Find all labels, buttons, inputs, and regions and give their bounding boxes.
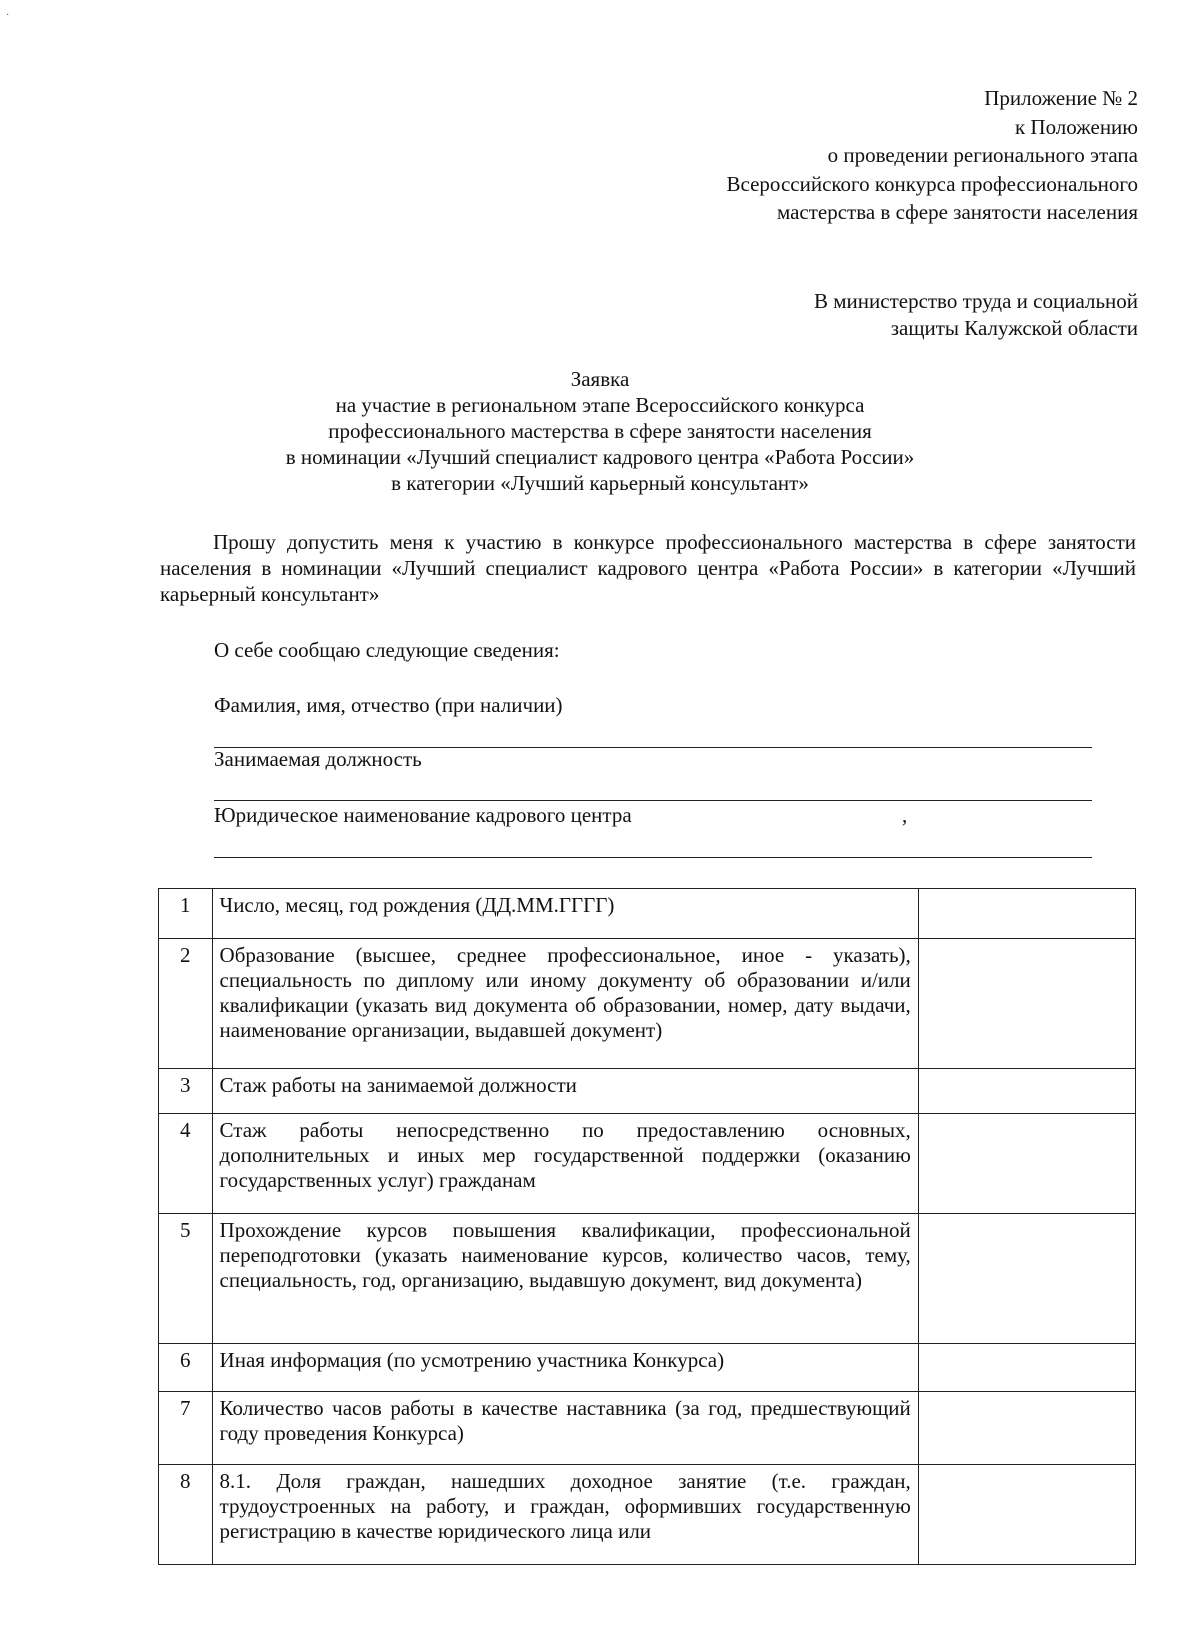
row-description: Стаж работы непосредственно по предоставлению основных, дополнительных и иных мер государственной поддержки (оказанию государственных услуг) гражданам bbox=[212, 1114, 918, 1214]
table-row bbox=[159, 1465, 1136, 1565]
row-number: 2 bbox=[159, 939, 213, 1069]
org-fill-line[interactable] bbox=[214, 857, 1092, 858]
row-value-cell[interactable] bbox=[918, 1069, 1135, 1114]
title-line: в номинации «Лучший специалист кадрового центра «Работа России» bbox=[285, 445, 915, 469]
position-label: Занимаемая должность bbox=[214, 747, 422, 771]
recipient-line: защиты Калужской области bbox=[890, 316, 1138, 340]
request-paragraph: Прошу допустить меня к участию в конкурсе профессионального мастерства в сфере занятости населения в номинации «Лучший специалист кадрового центра «Работа России» в категории «Лучший карьерный консультант» bbox=[160, 530, 1136, 606]
title-line: в категории «Лучший карьерный консультант» bbox=[391, 471, 809, 495]
row-description: Иная информация (по усмотрению участника Конкурса) bbox=[212, 1344, 918, 1392]
table-row bbox=[159, 1069, 1136, 1114]
title-line: на участие в региональном этапе Всероссийского конкурса bbox=[335, 393, 865, 417]
row-description: Стаж работы на занимаемой должности bbox=[212, 1069, 918, 1114]
appendix-line: к Положению bbox=[1014, 114, 1138, 139]
appendix-header bbox=[727, 84, 1138, 227]
appendix-line: мастерства в сфере занятости населения bbox=[776, 200, 1138, 224]
fio-label: Фамилия, имя, отчество (при наличии) bbox=[214, 693, 563, 717]
row-number: 5 bbox=[159, 1214, 213, 1344]
application-title bbox=[160, 366, 1040, 496]
appendix-line: Всероссийского конкурса профессионального bbox=[726, 171, 1138, 196]
about-self-label: О себе сообщаю следующие сведения: bbox=[214, 638, 560, 662]
row-number: 6 bbox=[159, 1344, 213, 1392]
table-row bbox=[159, 1392, 1136, 1465]
title-line: профессионального мастерства в сфере занятости населения bbox=[328, 419, 872, 443]
org-comma: , bbox=[902, 803, 908, 827]
applicant-info-table bbox=[158, 888, 1136, 1565]
recipient-block bbox=[814, 288, 1138, 342]
row-value-cell[interactable] bbox=[918, 889, 1135, 939]
org-label: Юридическое наименование кадрового центра bbox=[214, 803, 632, 827]
row-value-cell[interactable] bbox=[918, 939, 1135, 1069]
row-number: 8 bbox=[159, 1465, 213, 1565]
row-description: Число, месяц, год рождения (ДД.ММ.ГГГГ) bbox=[212, 889, 918, 939]
table-row bbox=[159, 939, 1136, 1069]
row-number: 1 bbox=[159, 889, 213, 939]
table-row bbox=[159, 889, 1136, 939]
table-row bbox=[159, 1214, 1136, 1344]
row-description: 8.1. Доля граждан, нашедших доходное занятие (т.е. граждан, трудоустроенных на работу, и граждан, оформивших государственную регистрацию в качестве юридического лица или bbox=[212, 1465, 918, 1565]
row-value-cell[interactable] bbox=[918, 1392, 1135, 1465]
row-value-cell[interactable] bbox=[918, 1114, 1135, 1214]
row-description: Прохождение курсов повышения квалификации, профессиональной переподготовки (указать наименование курсов, количество часов, тему, специальность, год, организацию, выдавшую документ, вид документа) bbox=[212, 1214, 918, 1344]
row-description: Количество часов работы в качестве наставника (за год, предшествующий году проведения Конкурса) bbox=[212, 1392, 918, 1465]
row-number: 7 bbox=[159, 1392, 213, 1465]
row-number: 4 bbox=[159, 1114, 213, 1214]
row-value-cell[interactable] bbox=[918, 1344, 1135, 1392]
row-description: Образование (высшее, среднее профессиональное, иное - указать), специальность по диплому или иному документу об образовании и/или квалификации (указать вид документа об образовании, номер, дату выдачи, наименование организации, выдавшей документ) bbox=[212, 939, 918, 1069]
title-line: Заявка bbox=[570, 367, 630, 391]
scan-speck: · bbox=[6, 10, 10, 21]
applicant-info-table-body bbox=[159, 889, 1136, 1565]
table-row bbox=[159, 1344, 1136, 1392]
position-fill-line[interactable] bbox=[214, 800, 1092, 801]
table-row bbox=[159, 1114, 1136, 1214]
appendix-line: о проведении регионального этапа bbox=[827, 143, 1138, 167]
recipient-line: В министерство труда и социальной bbox=[813, 289, 1138, 313]
row-value-cell[interactable] bbox=[918, 1465, 1135, 1565]
row-value-cell[interactable] bbox=[918, 1214, 1135, 1344]
row-number: 3 bbox=[159, 1069, 213, 1114]
appendix-line: Приложение № 2 bbox=[984, 86, 1138, 110]
